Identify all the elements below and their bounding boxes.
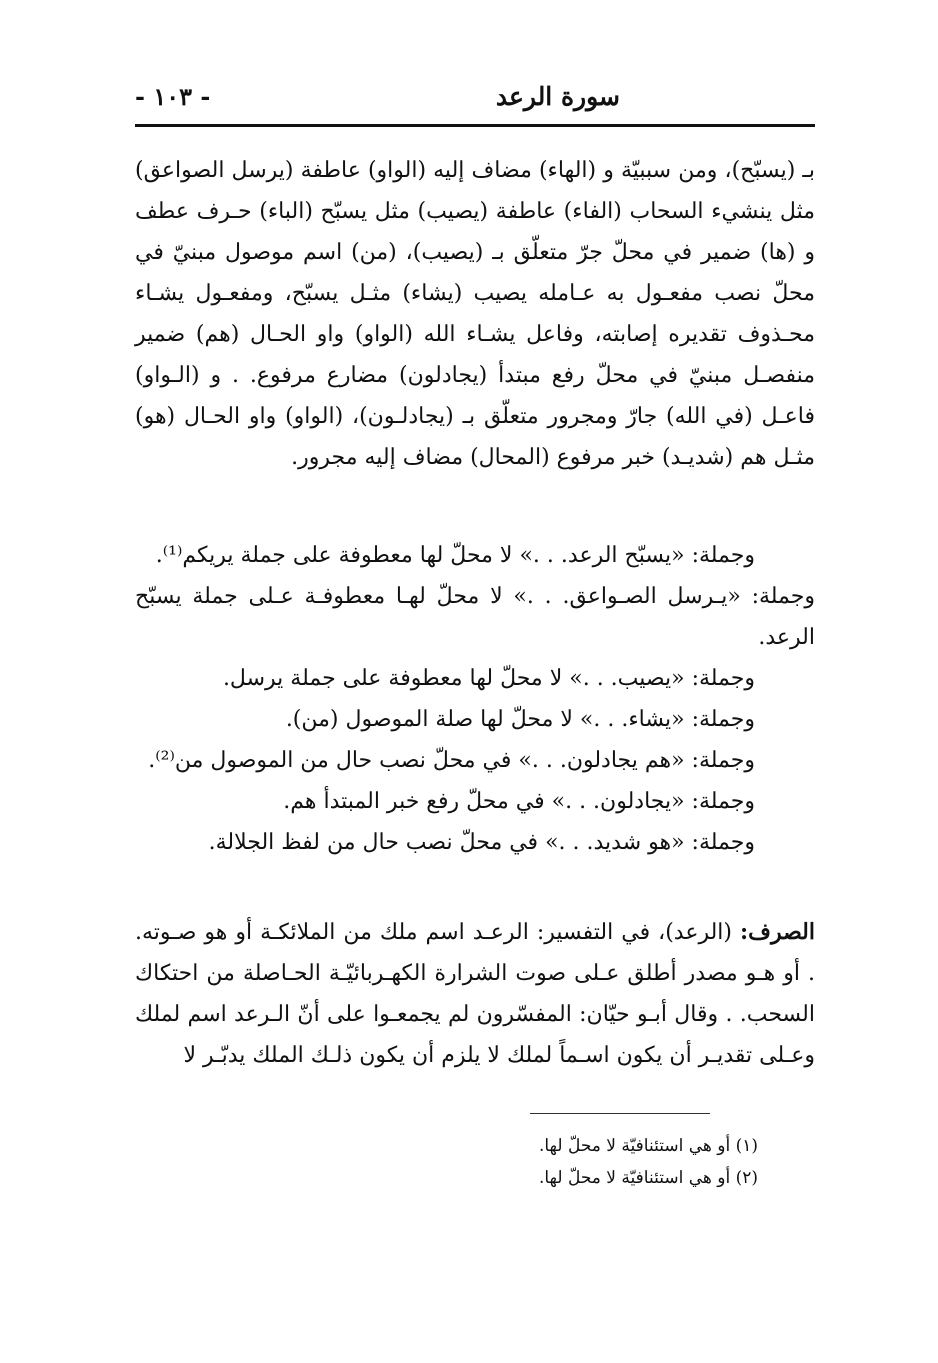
footnotes: [539, 1130, 758, 1194]
morphology-text: (الرعد)، في التفسير: الرعـد اسم ملك من الملائكـة أو هو صـوته. . أو هـو مصدر أطلق عـلى صوت الشرارة الكهـربائيّـة الحـاصلة من احتكاك السحب. . وقال أبـو حيّان: المفسّرون لم يجمعـوا على أنّ الـرعد اسم لملك وعـلى تقديـر أن يكون اسـماً لملك لا يلزم أن يكون ذلـك الملك يدبّـر لا: [135, 920, 815, 1068]
page-header: [135, 82, 815, 116]
sentence-line: وجملة: «يصيب. . .» لا محلّ لها معطوفة على جملة يرسل.: [222, 666, 755, 691]
sentence-analysis-list: [135, 535, 815, 863]
surah-title: سورة الرعد: [495, 82, 620, 111]
morphology-paragraph: [135, 912, 815, 1076]
sentence-line: وجملة: «يسبّح الرعد. . .» لا محلّ لها معطوفة على جملة يريكم⁽¹⁾.: [155, 543, 755, 568]
sentence-line: وجملة: «يـرسل الصـواعق. . .» لا محلّ لهـا معطوفـة عـلى جملة يسبّح: [135, 584, 815, 609]
grammar-paragraph: بـ (يسبّح)، ومن سببيّة و (الهاء) مضاف إليه (الواو) عاطفة (يرسل الصواعق) مثل ينشيء السحاب (الفاء) عاطفة (يصيب) مثل يسبّح (الباء) حـرف عطف و (ها) ضمير في محلّ جرّ متعلّق بـ (يصيب)، (من) اسم موصول مبنيّ في محلّ نصب مفعـول به عـامله يصيب (يشاء) مثـل يسبّح، ومفعـول يشـاء محـذوف تقديره إصابته، وفاعل يشـاء الله (الواو) واو الحـال (هم) ضمير منفصـل مبنيّ في محلّ رفع مبتدأ (يجادلون) مضارع مرفوع. . و (الـواو) فاعـل (في الله) جارّ ومجرور متعلّق بـ (يجادلـون)، (الواو) واو الحـال (هو) مثـل هم (شديـد) خبر مرفوع (المحال) مضاف إليه مجرور.: [135, 158, 815, 470]
footnote: (٢) أو هي استئنافيّة لا محلّ لها.: [538, 1168, 758, 1188]
page-number: - ١٠٣ -: [135, 82, 211, 111]
footnote-rule: [530, 1113, 710, 1114]
footnote: (١) أو هي استئنافيّة لا محلّ لها.: [538, 1136, 758, 1156]
sentence-line: وجملة: «يجادلون. . .» في محلّ رفع خبر المبتدأ هم.: [283, 789, 755, 814]
sentence-line: وجملة: «يشاء. . .» لا محلّ لها صلة الموصول (من).: [285, 707, 755, 732]
sentence-line-continued: الرعد.: [758, 625, 815, 650]
sentence-line: وجملة: «هم يجادلون. . .» في محلّ نصب حال من الموصول من⁽²⁾.: [148, 748, 755, 773]
sentence-line: وجملة: «هو شديد. . .» في محلّ نصب حال من لفظ الجلالة.: [208, 830, 755, 855]
header-rule: [135, 124, 815, 127]
morphology-label: الصرف:: [740, 919, 815, 945]
